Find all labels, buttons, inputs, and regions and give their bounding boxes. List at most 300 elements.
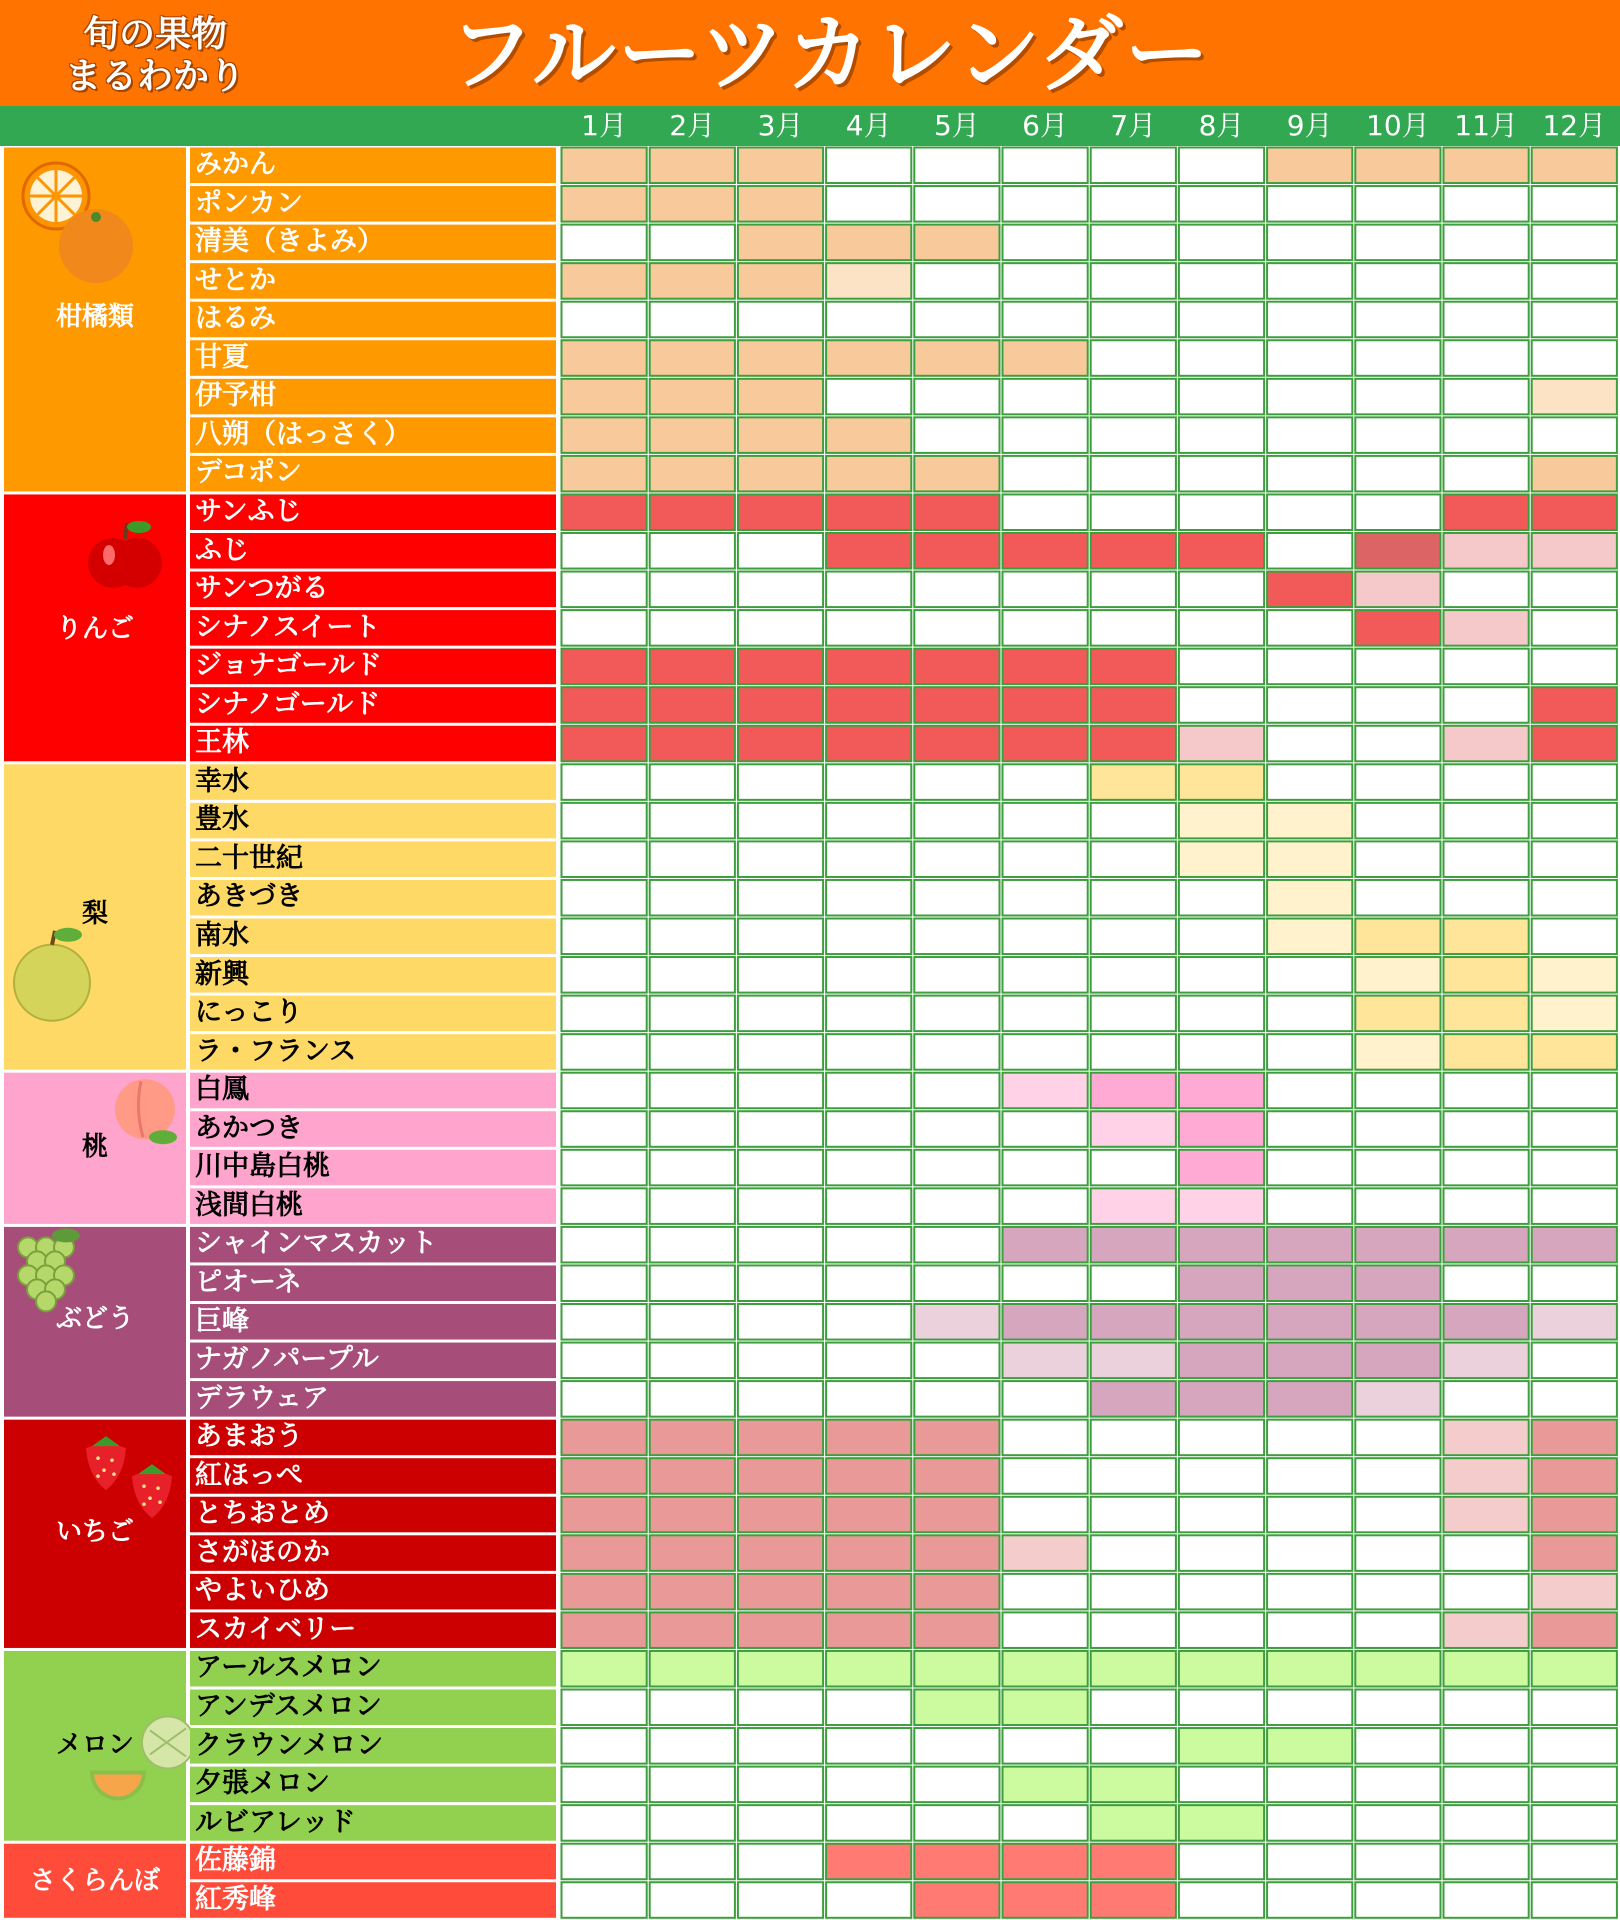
season-cell [1532,1574,1617,1610]
season-cell [1444,687,1529,723]
variety-label: 新興 [195,958,249,990]
season-cell [1091,1265,1176,1301]
season-cell [1003,1188,1088,1224]
season-cell [1444,225,1529,261]
season-cell [914,996,999,1032]
season-cell [1532,1150,1617,1186]
season-cell [1267,1882,1352,1918]
season-cell [562,1034,647,1070]
season-cell [738,1728,823,1764]
season-cell [1444,1188,1529,1224]
variety-label: シナノスイート [195,611,381,643]
season-cell [562,417,647,453]
season-cell [1532,841,1617,877]
season-cell [738,1073,823,1109]
season-cell [1091,1073,1176,1109]
season-cell [1532,880,1617,916]
season-cell [1003,957,1088,993]
season-cell [650,456,735,492]
season-cell [1179,302,1264,338]
season-cell [650,1728,735,1764]
season-cell [1355,1150,1440,1186]
season-cell [826,263,911,299]
variety-label: 白鳳 [195,1074,249,1106]
season-cell [650,1073,735,1109]
season-cell [1355,225,1440,261]
season-cell [826,1535,911,1571]
season-cell [650,1574,735,1610]
season-cell [1355,379,1440,415]
season-cell [1091,340,1176,376]
season-cell [914,610,999,646]
season-cell [1179,1420,1264,1456]
season-cell [1532,1882,1617,1918]
category-label: 梨 [81,898,108,929]
season-cell [914,1728,999,1764]
season-cell [650,610,735,646]
season-cell [738,340,823,376]
season-cell [650,1111,735,1147]
season-cell [1179,1265,1264,1301]
season-cell [1444,1882,1529,1918]
season-cell [562,1574,647,1610]
variety-label: アンデスメロン [195,1691,382,1722]
season-cell [1355,764,1440,800]
season-cell [826,148,911,184]
season-cell [1267,1304,1352,1340]
season-cell [1355,186,1440,222]
category-label: ぶどう [55,1304,134,1335]
season-cell [562,880,647,916]
season-cell [914,1574,999,1610]
season-cell [650,1882,735,1918]
season-cell [826,494,911,530]
season-cell [1091,1034,1176,1070]
season-cell [562,1497,647,1533]
season-cell [1444,1343,1529,1379]
season-cell [650,148,735,184]
season-cell [1179,1343,1264,1379]
variety-label: 伊予柑 [195,380,276,412]
season-cell [562,1111,647,1147]
season-cell [1267,533,1352,569]
season-cell [1091,1420,1176,1456]
season-cell [738,764,823,800]
season-cell [562,1381,647,1417]
season-cell [826,379,911,415]
season-cell [914,302,999,338]
season-cell [1267,456,1352,492]
season-cell [826,649,911,685]
season-cell [562,263,647,299]
season-cell [1003,1343,1088,1379]
variety-label: ジョナゴールド [195,650,382,682]
season-cell [1179,1073,1264,1109]
season-cell [1267,1805,1352,1841]
season-cell [1532,1111,1617,1147]
season-cell [1532,148,1617,184]
season-cell [1267,1651,1352,1687]
season-cell [826,957,911,993]
season-cell [1532,1420,1617,1456]
season-cell [914,726,999,762]
season-cell [738,1111,823,1147]
category-label: 桃 [81,1132,108,1163]
season-cell [1179,1882,1264,1918]
season-cell [914,1150,999,1186]
season-cell [738,1882,823,1918]
season-cell [826,841,911,877]
variety-label: サンふじ [195,495,302,527]
season-cell [562,1767,647,1803]
season-cell [1003,803,1088,839]
season-cell [826,1111,911,1147]
season-cell [1091,263,1176,299]
season-cell [562,649,647,685]
season-cell [826,610,911,646]
season-cell [914,880,999,916]
season-cell [1179,1651,1264,1687]
season-cell [1355,1420,1440,1456]
season-cell [562,1612,647,1648]
season-cell [1444,1535,1529,1571]
season-cell [738,1265,823,1301]
season-cell [1003,1882,1088,1918]
season-cell [738,957,823,993]
season-cell [1444,1690,1529,1726]
season-cell [650,379,735,415]
season-cell [1267,1265,1352,1301]
variety-label: 八朔（はっさく） [195,418,411,450]
season-cell [738,186,823,222]
season-cell [826,1844,911,1880]
season-cell [826,572,911,608]
season-cell [1179,533,1264,569]
season-cell [562,1343,647,1379]
season-cell [1444,1767,1529,1803]
season-cell [650,263,735,299]
season-cell [1091,1458,1176,1494]
variety-label: 豊水 [195,804,249,836]
season-cell [562,456,647,492]
season-cell [1532,919,1617,955]
season-cell [1091,996,1176,1032]
season-cell [1091,803,1176,839]
season-cell [1179,1728,1264,1764]
variety-label: デコポン [195,457,302,489]
season-cell [826,456,911,492]
season-cell [1532,456,1617,492]
season-cell [562,1188,647,1224]
season-cell [826,1343,911,1379]
season-cell [826,919,911,955]
variety-label: あまおう [195,1421,303,1453]
season-cell [562,148,647,184]
season-cell [1003,263,1088,299]
season-cell [650,1034,735,1070]
month-label: 1月 [581,109,627,142]
season-cell [1003,1111,1088,1147]
season-cell [1444,1111,1529,1147]
season-cell [1179,225,1264,261]
season-cell [1532,494,1617,530]
season-cell [826,1805,911,1841]
season-cell [738,148,823,184]
season-cell [1444,379,1529,415]
season-cell [1355,841,1440,877]
category-label: メロン [55,1730,134,1761]
season-cell [1091,649,1176,685]
season-cell [1532,610,1617,646]
season-cell [562,1458,647,1494]
season-cell [1003,1458,1088,1494]
season-cell [1267,1612,1352,1648]
season-cell [738,1651,823,1687]
season-cell [1003,880,1088,916]
season-cell [1532,1265,1617,1301]
season-cell [1532,263,1617,299]
variety-label: デラウェア [195,1382,329,1414]
season-cell [650,726,735,762]
season-cell [738,456,823,492]
season-cell [1091,1844,1176,1880]
season-cell [1267,957,1352,993]
season-cell [1532,803,1617,839]
month-label: 4月 [845,109,892,142]
season-cell [914,533,999,569]
season-cell [826,340,911,376]
season-cell [1091,417,1176,453]
season-cell [1355,494,1440,530]
season-cell [1179,1805,1264,1841]
season-cell [562,957,647,993]
season-cell [826,1034,911,1070]
season-cell [1355,1111,1440,1147]
season-cell [1355,1034,1440,1070]
season-cell [1267,726,1352,762]
season-cell [1355,1227,1440,1263]
season-cell [826,996,911,1032]
season-cell [826,1497,911,1533]
season-cell [826,803,911,839]
season-cell [1267,417,1352,453]
season-cell [1091,225,1176,261]
season-cell [650,417,735,453]
season-cell [1355,957,1440,993]
season-cell [826,417,911,453]
season-cell [1532,726,1617,762]
season-cell [1179,1458,1264,1494]
season-cell [1444,957,1529,993]
season-cell [650,494,735,530]
season-cell [1179,803,1264,839]
variety-label: やよいひめ [195,1575,330,1607]
season-cell [650,1150,735,1186]
variety-label: みかん [195,149,276,180]
season-cell [1355,1073,1440,1109]
variety-label: 甘夏 [195,341,249,373]
season-cell [1355,572,1440,608]
season-cell [1532,1227,1617,1263]
season-cell [914,1111,999,1147]
season-cell [1267,649,1352,685]
season-cell [1532,1497,1617,1533]
variety-label: ふじ [195,534,249,566]
season-cell [1267,1690,1352,1726]
season-cell [1091,1188,1176,1224]
season-cell [1444,764,1529,800]
season-cell [1003,764,1088,800]
season-cell [1179,996,1264,1032]
season-cell [1532,1188,1617,1224]
season-cell [1003,533,1088,569]
season-cell [1091,957,1176,993]
season-cell [1444,1265,1529,1301]
season-cell [914,1882,999,1918]
season-cell [1444,880,1529,916]
season-cell [650,186,735,222]
season-cell [562,186,647,222]
season-cell [914,764,999,800]
season-cell [562,1535,647,1571]
season-cell [738,726,823,762]
season-cell [1444,1612,1529,1648]
season-cell [1003,1767,1088,1803]
season-cell [650,1690,735,1726]
season-cell [1532,1612,1617,1648]
season-cell [1091,494,1176,530]
season-cell [1355,456,1440,492]
season-cell [914,1844,999,1880]
season-cell [914,572,999,608]
season-cell [562,494,647,530]
season-cell [826,1265,911,1301]
month-label: 9月 [1286,109,1333,142]
season-cell [1267,1458,1352,1494]
season-cell [1355,1882,1440,1918]
season-cell [1179,1535,1264,1571]
season-cell [1091,302,1176,338]
season-cell [826,302,911,338]
season-cell [1267,1420,1352,1456]
season-cell [738,1304,823,1340]
season-cell [1091,880,1176,916]
season-cell [1267,1497,1352,1533]
variety-label: 紅ほっぺ [195,1459,303,1491]
season-cell [1003,456,1088,492]
month-label: 11月 [1454,109,1518,142]
season-cell [1444,148,1529,184]
chart-title: フルーツカレンダー [449,5,1211,103]
season-cell [1444,1458,1529,1494]
season-cell [1444,1381,1529,1417]
season-cell [1179,687,1264,723]
season-cell [1179,572,1264,608]
season-cell [1179,1111,1264,1147]
season-cell [650,1343,735,1379]
season-cell [1267,1111,1352,1147]
season-cell [1003,186,1088,222]
season-cell [1179,1844,1264,1880]
season-cell [1003,919,1088,955]
season-cell [1179,649,1264,685]
variety-label: アールスメロン [195,1652,382,1684]
season-cell [1444,494,1529,530]
season-cell [914,1535,999,1571]
season-cell [562,1882,647,1918]
season-cell [562,803,647,839]
season-cell [1267,1574,1352,1610]
season-cell [1267,1381,1352,1417]
season-cell [1532,764,1617,800]
season-cell [738,494,823,530]
season-cell [562,340,647,376]
season-cell [914,687,999,723]
season-cell [1267,803,1352,839]
season-cell [826,1728,911,1764]
season-cell [1267,841,1352,877]
season-cell [914,1034,999,1070]
season-cell [1091,1227,1176,1263]
season-cell [1267,880,1352,916]
season-cell [650,1188,735,1224]
season-cell [650,1458,735,1494]
season-cell [738,803,823,839]
season-cell [1091,764,1176,800]
season-cell [1444,572,1529,608]
season-cell [1355,1728,1440,1764]
month-label: 7月 [1110,109,1157,142]
season-cell [1091,456,1176,492]
season-cell [1003,1420,1088,1456]
season-cell [1355,1265,1440,1301]
season-cell [1091,533,1176,569]
season-cell [1355,148,1440,184]
season-cell [1179,1497,1264,1533]
season-cell [1179,379,1264,415]
season-cell [562,1073,647,1109]
season-cell [1091,610,1176,646]
variety-label: 川中島白桃 [195,1151,330,1183]
season-cell [1444,533,1529,569]
season-cell [1179,1188,1264,1224]
variety-label: 巨峰 [195,1305,249,1337]
season-cell [1532,1767,1617,1803]
season-cell [1444,919,1529,955]
banner-subtitle-line2: まるわかり [64,56,245,97]
season-cell [650,1265,735,1301]
season-cell [1091,572,1176,608]
season-cell [914,1805,999,1841]
season-cell [1091,1612,1176,1648]
variety-label: ナガノパープル [195,1344,379,1376]
month-label: 5月 [933,109,980,142]
season-cell [1003,996,1088,1032]
season-cell [1444,1844,1529,1880]
season-cell [1532,996,1617,1032]
season-cell [1444,1034,1529,1070]
season-cell [1091,726,1176,762]
season-cell [1532,572,1617,608]
season-cell [562,533,647,569]
season-cell [1532,649,1617,685]
season-cell [1267,572,1352,608]
season-cell [1179,610,1264,646]
season-cell [1444,302,1529,338]
season-cell [826,533,911,569]
season-cell [1355,1188,1440,1224]
season-cell [1532,1844,1617,1880]
